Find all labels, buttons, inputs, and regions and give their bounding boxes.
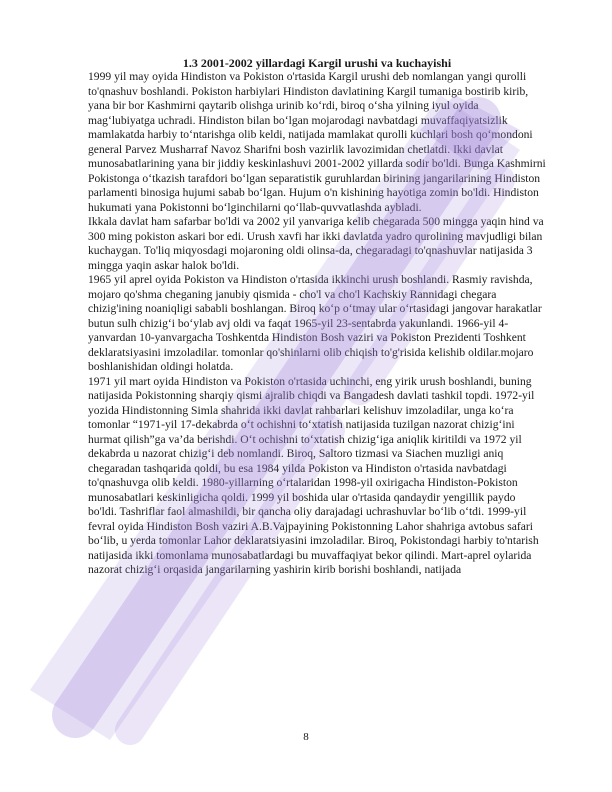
paragraph-second-war: 1965 yil aprel oyida Pokiston va Hindiston o'rtasida ikkinchi urush boshlandi. Rasmiy ravishda, mojaro qo'shma cheganing janubiy qismida - cho'l va cho'l Kachskiy Rannidagi chegara chizig'ining noaniqligi sababli boshlangan. Biroq ko‘p o‘tmay ular o‘rtasidagi jangovar harakatlar butun sulh chizig‘i bo‘ylab avj oldi va faqat 1965-yil 23-sentabrda yakunlandi. 1966-yil 4-yanvardan 10-yanvargacha Toshkentda Hindiston Bosh vaziri va Pokiston Prezidenti Toshkent deklaratsiyasini imzoladilar. tomonlar qo'shinlarni olib chiqish to'g'risida kelishib oldilar.mojaro boshlanishidan oldingi holatda.: [88, 273, 542, 373]
paragraph-mobilization: Ikkala davlat ham safarbar bo'ldi va 2002 yil yanvariga kelib chegarada 500 mingga yaqin hind va 300 ming pokiston askari bor edi. Urush xavfi har ikki davlatda yadro qurolining mavjudligi bilan kuchaygan. To'liq miqyosdagi mojaroning oldi olinsa-da, chegaradagi to'qnashuvlar natijasida 3 mingga yaqin askar halok bo'ldi.: [88, 215, 544, 272]
paragraph-third-war: 1971 yil mart oyida Hindiston va Pokiston o'rtasida uchinchi, eng yirik urush boshlandi, buning natijasida Pokistonning sharqiy qismi ajralib chiqdi va Bangadesh davlati tashkil topdi. 1972-yil yozida Hindistonning Simla shahrida ikki davlat rahbarlari kelishuv imzoladilar, unga ko‘ra tomonlar “1971-yil 17-dekabrda o‘t ochishni to‘xtatish natijasida tuzilgan nazorat chizig‘ini hurmat qilish”ga va’da berishdi. O‘t ochishni to‘xtatish chizig‘iga aniqlik kiritildi va 1972 yil dekabrda u nazorat chizig‘i deb nomlandi. Biroq, Saltoro tizmasi va Siachen muzligi aniq chegaradan tashqarida qoldi, bu esa 1984 yilda Pokiston va Hindiston o'rtasida navbatdagi to'qnashuvga olib keldi. 1980-yillarning o‘rtalaridan 1998-yil oxirigacha Hindiston-Pokiston munosabatlari keskinligicha qoldi. 1999 yil boshida ular o'rtasida qandaydir yengillik paydo bo'ldi. Tashriflar faol almashildi, bir qancha oliy darajadagi uchrashuvlar bo‘lib o‘tdi. 1999-yil fevral oyida Hindiston Bosh vaziri A.B.Vajpayining Pokistonning Lahor shahriga avtobus safari bo‘lib, u yerda tomonlar Lahor deklaratsiyasini imzoladilar. Biroq, Pokistondagi harbiy to'ntarish natijasida ikki tomonlama munosabatlardagi bu muvaffaqiyat bekor qilindi. Mart-aprel oylarida nazorat chizig‘i orqasida jangarilarning yashirin kirib borishi boshlandi, natijada: [88, 374, 539, 576]
page-content: [88, 56, 546, 578]
paragraph-kargil-war: 1999 yil may oyida Hindiston va Pokiston o'rtasida Kargil urushi deb nomlangan yangi qurolli to'qnashuv boshlandi. Pokiston harbiylari Hindiston davlatining Kargil tumaniga bostirib kirib, yana bir bor Kashmirni qaytarib olishga urinib ko‘rdi, biroq o‘sha yilning iyul oyida mag‘lubiyatga uchradi. Hindiston bilan bo‘lgan mojarodagi navbatdagi muvaffaqiyatsizlik mamlakatda harbiy to‘ntarishga olib keldi, natijada mamlakat qurolli kuchlari bosh qo‘mondoni general Parvez Musharraf Navoz Sharifni bosh vazirlik lavozimidan chetlatdi. Ikki davlat munosabatlarining yana bir jiddiy keskinlashuvi 2001-2002 yillarda sodir bo'ldi. Bunga Kashmirni Pokistonga o‘tkazish tarafdori bo‘lgan separatistik guruhlardan birining jangarilarining Hindiston parlamenti binosiga hujumi sabab bo‘lgan. Hujum o'n kishining hayotiga zomin bo'ldi. Hindiston hukumati yana Pokistonni bo‘lginchilarni qo‘llab-quvvatlashda aybladi.: [88, 70, 546, 214]
page-number: 8: [303, 731, 309, 743]
section-heading: 1.3 2001-2002 yillardagi Kargil urushi va kuchayishi: [182, 56, 452, 70]
